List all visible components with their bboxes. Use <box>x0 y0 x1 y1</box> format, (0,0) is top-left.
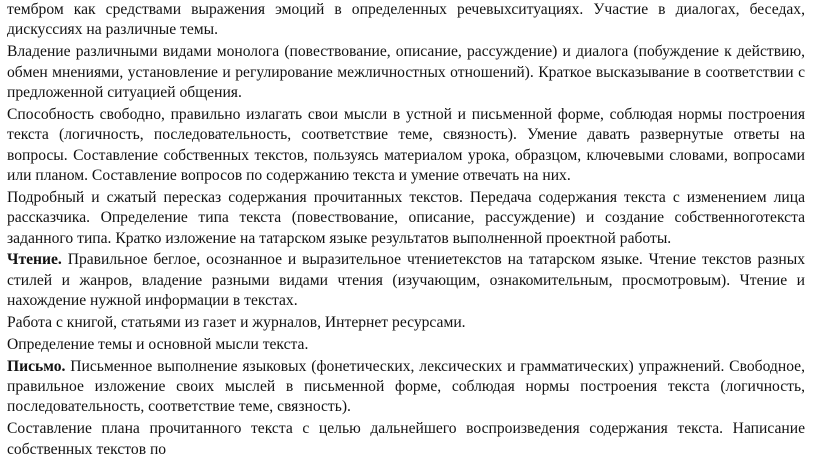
paragraph-text: Письменное выполнение языковых (фонетических, лексических и грамматических) упражнений. Свободное, правильное изложение своих мыслей в письменной форме, соблюдая нормы построения текста (логичность, последовательность, соответствие теме, связность). <box>7 357 805 416</box>
paragraph-text: Подробный и сжатый пересказ содержания прочитанных текстов. Передача содержания текста с изменением лица рассказчика. Определение типа текста (повествование, описание, рассуждение) и создание собственноготекста заданного типа. Кратко изложение на татарском языке результатов выполненной проектной работы. <box>7 188 805 247</box>
paragraph-plan-composition <box>7 419 805 460</box>
paragraph-monologue-dialogue <box>7 42 805 103</box>
paragraph-writing <box>7 357 805 418</box>
paragraph-text: Работа с книгой, статьями из газет и журналов, Интернет ресурсами. <box>7 314 466 332</box>
paragraph-retelling <box>7 188 805 249</box>
paragraph-topic-main-idea <box>7 335 805 355</box>
paragraph-text: Владение различными видами монолога (повествование, описание, рассуждение) и диалога (побуждение к действию, обмен мнениями, установление и регулирование межличностных отношений). Краткое высказывание в соответствии с предложенной ситуацией общения. <box>7 43 805 102</box>
paragraph-reading <box>7 250 805 311</box>
paragraph-work-with-books <box>7 313 805 333</box>
paragraph-text: Составление плана прочитанного текста с целью дальнейшего воспроизведения содержания текста. Написание собственных текстов по <box>7 420 805 458</box>
paragraph-text: Определение темы и основной мысли текста. <box>7 335 309 353</box>
paragraph-text: Способность свободно, правильно излагать свои мысли в устной и письменной форме, соблюдая нормы построения текста (логичность, последовательность, соответствие теме, связность). Умение давать развернутые ответы на вопросы. Составление собственных текстов, пользуясь материалом урока, образцом, ключевыми словами, вопросами или планом. Составление вопросов по содержанию текста и умение отвечать на них. <box>7 105 805 185</box>
section-lead-writing: Письмо. <box>7 357 66 375</box>
paragraph-text: тембром как средствами выражения эмоций в определенных речевыхситуациях. Участие в диалогах, беседах, дискуссиях на различные темы. <box>7 1 805 39</box>
section-lead-reading: Чтение. <box>7 251 62 269</box>
document-body <box>7 0 805 461</box>
paragraph-speech-intonation <box>7 0 805 41</box>
paragraph-expressing-thoughts <box>7 105 805 187</box>
paragraph-text: Правильное беглое, осознанное и выразительное чтениетекстов на татарском языке. Чтение текстов разных стилей и жанров, владение разными видами чтения (изучающим, ознакомительным, просмотровым). Чтение и нахождение нужной информации в текстах. <box>7 251 805 310</box>
